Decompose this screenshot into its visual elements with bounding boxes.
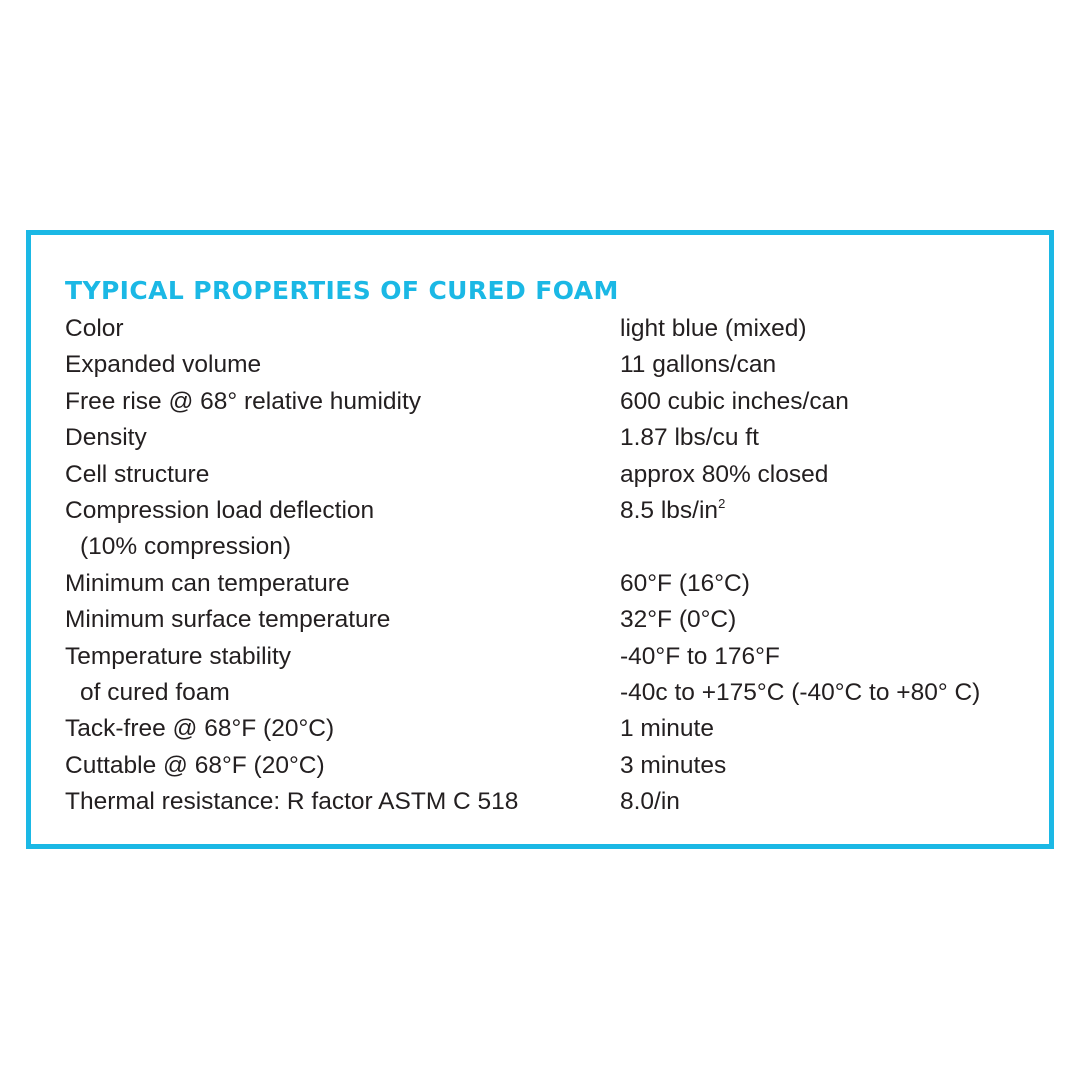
- property-value: approx 80% closed: [620, 460, 829, 488]
- property-value: 600 cubic inches/can: [620, 387, 849, 415]
- property-label: Free rise @ 68° relative humidity: [65, 387, 422, 415]
- property-label: Minimum can temperature: [65, 569, 350, 597]
- property-row: [65, 347, 1055, 383]
- property-row: [65, 602, 1055, 638]
- properties-panel: [26, 230, 1054, 849]
- property-value-text: 8.5 lbs/in: [620, 496, 719, 524]
- property-row: [65, 711, 1055, 747]
- property-label: Temperature stability: [65, 642, 292, 670]
- property-value: light blue (mixed): [620, 315, 807, 342]
- property-label: Cell structure: [65, 460, 210, 488]
- property-row: [65, 311, 1055, 347]
- property-row: [65, 675, 1055, 711]
- property-value: [620, 493, 725, 529]
- property-row: [65, 748, 1055, 784]
- property-label: Compression load deflection: [65, 496, 375, 524]
- property-value: 1 minute: [620, 715, 714, 743]
- property-row: [65, 529, 1055, 565]
- property-label: Density: [65, 424, 147, 452]
- property-label: (10% compression): [80, 533, 292, 561]
- property-value: 3 minutes: [620, 751, 727, 779]
- property-row: [65, 493, 1055, 529]
- property-label: Cuttable @ 68°F (20°C): [65, 751, 325, 779]
- property-value: 60°F (16°C): [620, 569, 750, 597]
- panel-title: TYPICAL PROPERTIES OF CURED FOAM: [65, 276, 619, 305]
- property-value: 11 gallons/can: [620, 351, 777, 379]
- property-value: -40c to +175°C (-40°C to +80° C): [620, 678, 981, 706]
- property-row: [65, 566, 1055, 602]
- properties-table: [65, 311, 1055, 820]
- property-label: Expanded volume: [65, 351, 262, 379]
- property-row: [65, 457, 1055, 493]
- superscript: 2: [718, 495, 726, 511]
- property-row: [65, 384, 1055, 420]
- property-label: Color: [65, 315, 124, 342]
- property-label: Thermal resistance: R factor ASTM C 518: [65, 788, 519, 816]
- property-row: [65, 420, 1055, 456]
- property-value: -40°F to 176°F: [620, 642, 780, 670]
- property-row: [65, 639, 1055, 675]
- property-value: 1.87 lbs/cu ft: [620, 424, 759, 452]
- property-row: [65, 784, 1055, 820]
- property-value: 8.0/in: [620, 788, 680, 816]
- property-value: 32°F (0°C): [620, 606, 737, 634]
- property-label: Tack-free @ 68°F (20°C): [65, 715, 335, 743]
- property-label: of cured foam: [80, 678, 230, 706]
- property-label: Minimum surface temperature: [65, 606, 391, 634]
